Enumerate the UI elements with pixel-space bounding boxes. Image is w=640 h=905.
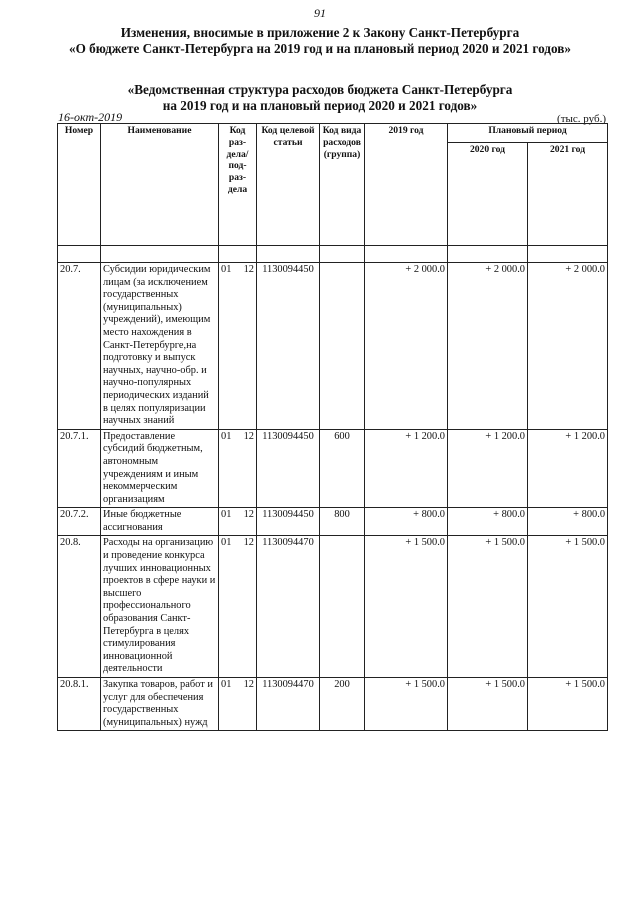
row-target: 1130094450 xyxy=(257,263,320,430)
row-razdel-code: 01 xyxy=(221,430,232,442)
row-2021: + 1 500.0 xyxy=(528,678,608,731)
spacer-cell xyxy=(528,246,608,263)
row-razdel xyxy=(219,429,257,508)
spacer-cell xyxy=(257,246,320,263)
row-name: Иные бюджетные ассигнования xyxy=(101,508,219,536)
row-number: 20.7.2. xyxy=(58,508,101,536)
row-vid: 800 xyxy=(320,508,365,536)
row-number: 20.7. xyxy=(58,263,101,430)
table-row xyxy=(58,678,608,731)
row-2021: + 2 000.0 xyxy=(528,263,608,430)
units-label: (тыс. руб.) xyxy=(557,113,606,125)
header-2019: 2019 год xyxy=(365,124,448,246)
table-row xyxy=(58,263,608,430)
row-2020: + 2 000.0 xyxy=(448,263,528,430)
row-target: 1130094450 xyxy=(257,429,320,508)
table-body xyxy=(58,246,608,731)
title-line-2: «О бюджете Санкт-Петербурга на 2019 год и на плановый период 2020 и 2021 годов» xyxy=(69,41,571,56)
budget-table xyxy=(57,123,608,731)
row-2019: + 1 200.0 xyxy=(365,429,448,508)
header-name: Наименование xyxy=(101,124,219,246)
row-number: 20.7.1. xyxy=(58,429,101,508)
row-2019: + 1 500.0 xyxy=(365,536,448,678)
spacer-cell xyxy=(320,246,365,263)
row-vid: 200 xyxy=(320,678,365,731)
row-2021: + 1 500.0 xyxy=(528,536,608,678)
row-2020: + 1 500.0 xyxy=(448,536,528,678)
row-razdel-code: 01 xyxy=(221,679,232,690)
spacer-cell xyxy=(101,246,219,263)
header-2020: 2020 год xyxy=(448,143,528,246)
row-podrazdel-code: 12 xyxy=(243,264,254,275)
row-number: 20.8.1. xyxy=(58,678,101,731)
row-2020: + 1 500.0 xyxy=(448,678,528,731)
row-podrazdel-code: 12 xyxy=(243,430,254,442)
title-line-4: на 2019 год и на плановый период 2020 и 2021 годов» xyxy=(162,98,478,113)
table-spacer-row xyxy=(58,246,608,263)
header-razdel: Код раз-дела/ под-раз-дела xyxy=(219,124,257,246)
row-podrazdel-code: 12 xyxy=(243,679,254,690)
row-vid xyxy=(320,536,365,678)
document-date: 16-окт-2019 xyxy=(58,110,123,124)
row-target: 1130094450 xyxy=(257,508,320,536)
header-target: Код целевой статьи xyxy=(257,124,320,246)
document-title xyxy=(30,25,610,57)
row-name: Расходы на организацию и проведение конкурса лучших инновационных проектов в сфере науки и высшего профессионального образования Санкт-Петербурга в целях стимулирования инновационной деятельности xyxy=(101,536,219,678)
spacer-cell xyxy=(58,246,101,263)
row-razdel xyxy=(219,508,257,536)
row-2019: + 800.0 xyxy=(365,508,448,536)
row-vid: 600 xyxy=(320,429,365,508)
header-2021: 2021 год xyxy=(528,143,608,246)
row-2021: + 1 200.0 xyxy=(528,429,608,508)
row-number: 20.8. xyxy=(58,536,101,678)
row-2019: + 2 000.0 xyxy=(365,263,448,430)
table-row xyxy=(58,429,608,508)
row-podrazdel-code: 12 xyxy=(243,537,254,549)
row-vid xyxy=(320,263,365,430)
spacer-cell xyxy=(448,246,528,263)
row-razdel-code: 01 xyxy=(221,509,232,521)
header-row-top xyxy=(58,124,608,143)
row-target: 1130094470 xyxy=(257,536,320,678)
page-number: 91 xyxy=(314,6,326,20)
row-2019: + 1 500.0 xyxy=(365,678,448,731)
row-target: 1130094470 xyxy=(257,678,320,731)
header-number: Номер xyxy=(58,124,101,246)
title-line-3: «Ведомственная структура расходов бюджета Санкт-Петербурга xyxy=(127,82,513,97)
header-vid: Код вида расходов (группа) xyxy=(320,124,365,246)
row-name: Закупка товаров, работ и услуг для обеспечения государственных (муниципальных) нужд xyxy=(101,678,219,731)
header-planned-period: Плановый период xyxy=(448,124,608,143)
table-row xyxy=(58,508,608,536)
row-2021: + 800.0 xyxy=(528,508,608,536)
row-razdel-code: 01 xyxy=(221,537,232,549)
row-razdel xyxy=(219,536,257,678)
row-2020: + 1 200.0 xyxy=(448,429,528,508)
row-podrazdel-code: 12 xyxy=(243,509,254,521)
table-row xyxy=(58,536,608,678)
row-2020: + 800.0 xyxy=(448,508,528,536)
row-name: Субсидии юридическим лицам (за исключением государственных (муниципальных) учреждений), имеющим место нахождения в Санкт-Петербурге,на подготовку и выпуск научных, научно-обр. и научно-популярных периодических изданий в целях популяризации научных знаний xyxy=(101,263,219,430)
row-name: Предоставление субсидий бюджетным, автономным учреждениям и иным некоммерческим организациям xyxy=(101,429,219,508)
row-razdel xyxy=(219,678,257,731)
spacer-cell xyxy=(365,246,448,263)
title-line-1: Изменения, вносимые в приложение 2 к Закону Санкт-Петербурга xyxy=(120,25,520,40)
row-razdel xyxy=(219,263,257,430)
spacer-cell xyxy=(219,246,257,263)
row-razdel-code: 01 xyxy=(221,264,232,275)
